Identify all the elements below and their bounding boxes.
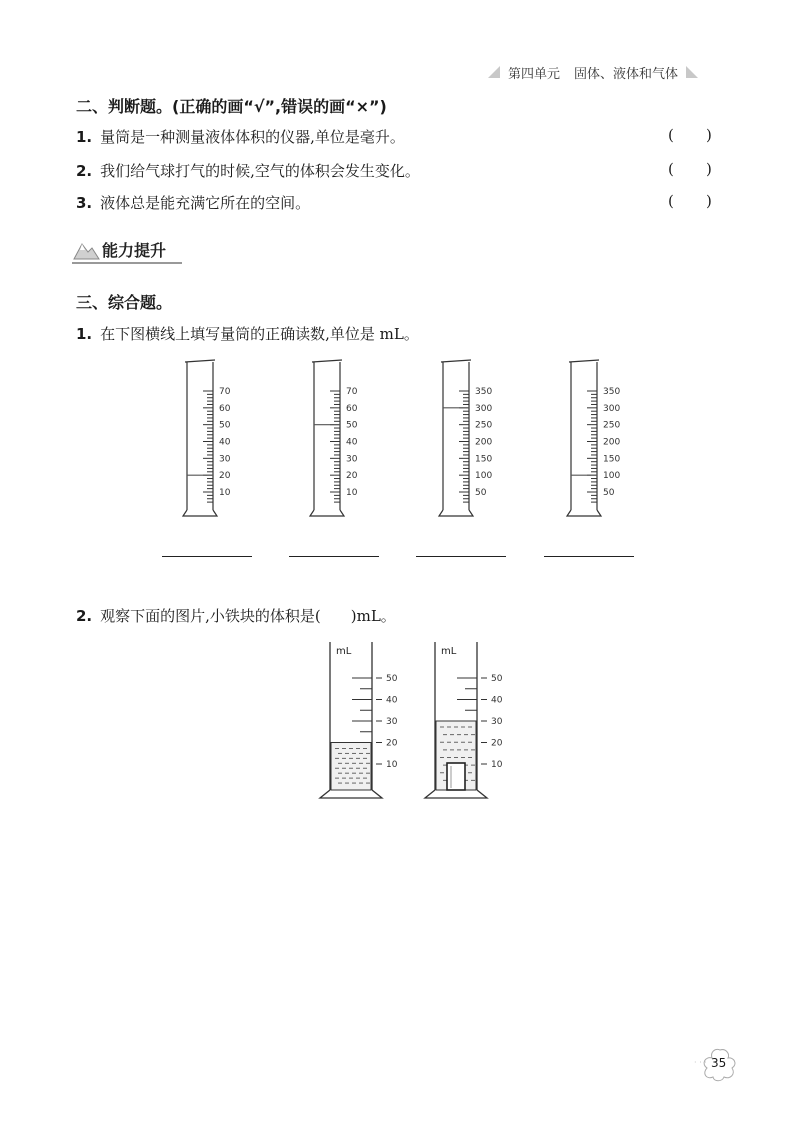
tick-label: 100 xyxy=(475,471,493,482)
cylinder-base xyxy=(567,510,601,516)
tick-label: 200 xyxy=(603,437,621,448)
tick-label: 10 xyxy=(346,488,358,498)
tick-label: 50 xyxy=(346,420,358,431)
answer-line-4[interactable] xyxy=(544,556,634,557)
ability-label: 能力提升 xyxy=(102,241,167,260)
graduated-cylinder-1 xyxy=(183,360,231,516)
unit-label: mL xyxy=(441,646,457,657)
tick-label: 20 xyxy=(491,738,503,749)
graduated-cylinder-3 xyxy=(439,360,492,516)
tick-label: 50 xyxy=(219,420,231,431)
tick-label: 350 xyxy=(475,387,493,397)
graduated-cylinders-figure xyxy=(0,0,800,560)
section2-title: 二、判断题。(正确的画“√”,错误的画“×”) xyxy=(76,97,387,116)
comp-question-2 xyxy=(76,605,396,626)
question-text: 液体总是能充满它所在的空间。 xyxy=(100,194,311,212)
section3-title: 三、综合题。 xyxy=(76,293,173,312)
tick-label: 60 xyxy=(346,403,358,414)
tick-label: 10 xyxy=(219,488,231,498)
tick-label: 10 xyxy=(491,760,503,770)
question-number: 1. xyxy=(76,325,93,343)
tick-label: 200 xyxy=(475,437,493,448)
cylinder-base xyxy=(425,790,487,798)
tick-label: 100 xyxy=(603,471,621,482)
answer-paren-2[interactable]: ( ) xyxy=(668,160,712,178)
tick-label: 10 xyxy=(386,760,398,770)
tick-label: 60 xyxy=(219,403,231,414)
tick-label: 40 xyxy=(386,695,398,706)
iron-block-figure xyxy=(300,630,520,810)
question-number: 3. xyxy=(76,194,93,212)
graduated-cylinder-2 xyxy=(310,360,358,516)
unit-label: mL xyxy=(336,646,352,657)
tick-label: 150 xyxy=(603,454,621,465)
iron-block xyxy=(447,763,465,790)
question-text: 我们给气球打气的时候,空气的体积会发生变化。 xyxy=(100,162,420,180)
iron-cylinder-1 xyxy=(320,642,398,798)
tick-label: 30 xyxy=(346,454,358,465)
tick-label: 30 xyxy=(491,717,503,727)
tick-label: 350 xyxy=(603,387,621,397)
answer-line-3[interactable] xyxy=(416,556,506,557)
cylinder-base xyxy=(310,510,344,516)
tick-label: 40 xyxy=(219,437,231,448)
answer-paren-1[interactable]: ( ) xyxy=(668,126,712,144)
dots-decoration: · · · xyxy=(694,1058,707,1067)
tick-label: 50 xyxy=(386,674,398,684)
question-text: 在下图横线上填写量筒的正确读数,单位是 mL。 xyxy=(100,325,419,343)
question-text: 量筒是一种测量液体体积的仪器,单位是毫升。 xyxy=(100,128,405,146)
liquid xyxy=(331,743,371,791)
cylinder-base xyxy=(183,510,217,516)
question-text: 观察下面的图片,小铁块的体积是( )mL。 xyxy=(100,607,396,625)
graduated-cylinder-4 xyxy=(567,360,620,516)
answer-line-1[interactable] xyxy=(162,556,252,557)
tick-label: 40 xyxy=(346,437,358,448)
question-number: 2. xyxy=(76,162,93,180)
tick-label: 250 xyxy=(475,420,493,431)
tick-label: 50 xyxy=(603,488,615,498)
tick-label: 40 xyxy=(491,695,503,706)
tick-label: 50 xyxy=(491,674,503,684)
tick-label: 30 xyxy=(386,717,398,727)
tick-label: 30 xyxy=(219,454,231,465)
tick-label: 50 xyxy=(475,488,487,498)
tick-label: 250 xyxy=(603,420,621,431)
tick-label: 20 xyxy=(386,738,398,749)
answer-paren-3[interactable]: ( ) xyxy=(668,192,712,210)
question-number: 1. xyxy=(76,128,93,146)
tick-label: 20 xyxy=(346,471,358,482)
question-number: 2. xyxy=(76,607,93,625)
iron-cylinder-2 xyxy=(425,642,503,798)
header-title: 固体、液体和气体 xyxy=(574,66,679,82)
tick-label: 300 xyxy=(603,403,621,414)
tick-label: 70 xyxy=(346,387,358,397)
header-unit: 第四单元 xyxy=(508,66,561,82)
answer-line-2[interactable] xyxy=(289,556,379,557)
cylinder-base xyxy=(320,790,382,798)
tick-label: 300 xyxy=(475,403,493,414)
tick-label: 150 xyxy=(475,454,493,465)
cylinder-base xyxy=(439,510,473,516)
tick-label: 70 xyxy=(219,387,231,397)
page-number: 35 xyxy=(711,1056,727,1070)
tick-label: 20 xyxy=(219,471,231,482)
